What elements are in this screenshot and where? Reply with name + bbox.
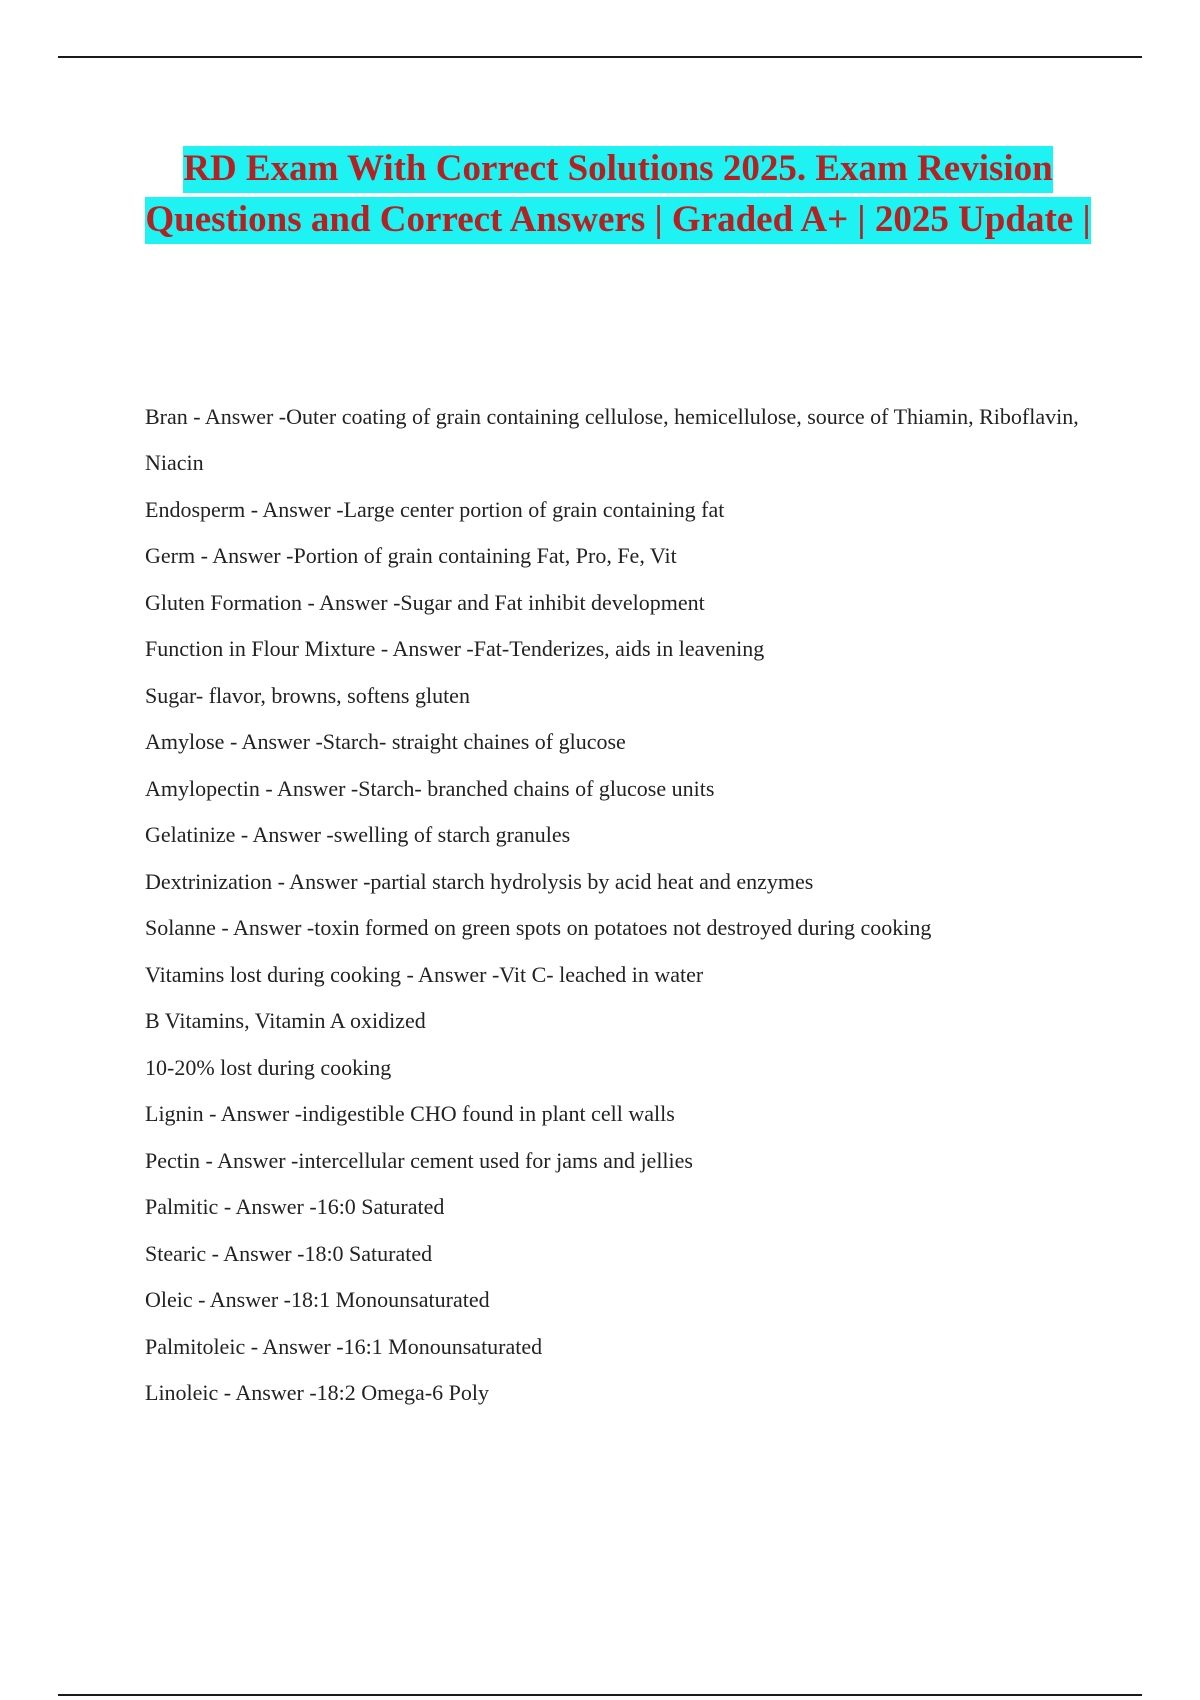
qa-entry: 10-20% lost during cooking: [145, 1054, 392, 1080]
qa-entry: Lignin - Answer -indigestible CHO found in plant cell walls: [145, 1101, 675, 1126]
qa-entry: Gelatinize - Answer -swelling of starch granules: [145, 822, 571, 847]
qa-entry: Niacin: [145, 450, 204, 475]
qa-entry: Solanne - Answer -toxin formed on green spots on potatoes not destroyed during cooking: [145, 915, 932, 940]
document-title: [140, 143, 1096, 245]
qa-entry: Stearic - Answer -18:0 Saturated: [145, 1240, 433, 1266]
qa-entry: Palmitoleic - Answer -16:1 Monounsaturated: [145, 1333, 543, 1359]
qa-entry: Amylose - Answer -Starch- straight chaines of glucose: [145, 729, 626, 754]
footer-rule: [58, 1694, 1142, 1696]
qa-entry: Germ - Answer -Portion of grain containing Fat, Pro, Fe, Vit: [145, 543, 677, 568]
qa-entry: Bran - Answer -Outer coating of grain containing cellulose, hemicellulose, source of Thiamin, Riboflavin,: [145, 404, 1079, 429]
qa-entry: Linoleic - Answer -18:2 Omega-6 Poly: [145, 1380, 489, 1405]
qa-entry: Amylopectin - Answer -Starch- branched chains of glucose units: [145, 775, 715, 801]
qa-entry: Gluten Formation - Answer -Sugar and Fat inhibit development: [145, 589, 705, 615]
qa-list: [145, 402, 1090, 1425]
qa-entry: Palmitic - Answer -16:0 Saturated: [145, 1194, 445, 1219]
qa-entry: Dextrinization - Answer -partial starch hydrolysis by acid heat and enzymes: [145, 868, 814, 894]
qa-entry: Endosperm - Answer -Large center portion of grain containing fat: [145, 496, 725, 522]
qa-entry: Sugar- flavor, browns, softens gluten: [145, 682, 470, 708]
qa-entry: Pectin - Answer -intercellular cement used for jams and jellies: [145, 1147, 693, 1173]
qa-entry: Function in Flour Mixture - Answer -Fat-Tenderizes, aids in leavening: [145, 636, 765, 661]
header-rule: [58, 56, 1142, 58]
qa-entry: B Vitamins, Vitamin A oxidized: [145, 1008, 426, 1033]
qa-entry: Vitamins lost during cooking - Answer -Vit C- leached in water: [145, 961, 704, 987]
document-title-text: RD Exam With Correct Solutions 2025. Exam Revision Questions and Correct Answers | Graded A+ | 2025 Update |: [145, 146, 1090, 244]
qa-entry: Oleic - Answer -18:1 Monounsaturated: [145, 1287, 490, 1312]
